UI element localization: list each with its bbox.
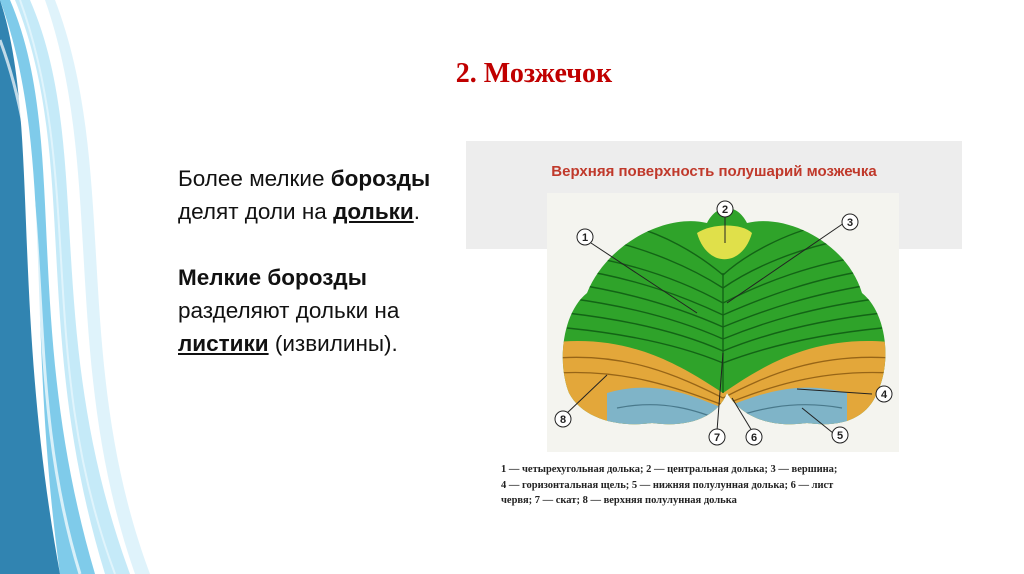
term-lobules: дольки <box>333 199 414 224</box>
marker-6: 6 <box>750 432 758 444</box>
marker-4: 4 <box>880 389 888 401</box>
marker-5: 5 <box>836 430 844 442</box>
marker-1: 1 <box>581 232 589 244</box>
term-folia: листики <box>178 331 269 356</box>
figure-caption <box>501 462 961 509</box>
cerebellum-illustration <box>547 193 899 452</box>
slide-body <box>178 162 438 360</box>
paragraph-folia: Мелкие борозды разделяют дольки на листики (извилины). <box>178 265 400 356</box>
caption-line: 1 — четырехугольная долька; 2 — центральная долька; 3 — вершина; <box>501 464 838 475</box>
figure-heading: Верхняя поверхность полушарий мозжечка <box>551 163 877 180</box>
paragraph-lobules: Более мелкие борозды делят доли на дольки. <box>178 166 431 224</box>
marker-2: 2 <box>721 204 729 216</box>
term-small-sulci: Мелкие борозды <box>178 265 367 290</box>
caption-line: 4 — горизонтальная щель; 5 — нижняя полулунная долька; 6 — лист <box>501 479 834 491</box>
marker-3: 3 <box>846 217 854 229</box>
caption-line: червя; 7 — скат; 8 — верхняя полулунная долька <box>501 495 737 506</box>
marker-8: 8 <box>559 414 567 426</box>
slide-title: 2. Мозжечок <box>455 58 613 89</box>
term-sulci: борозды <box>330 166 431 191</box>
marker-7: 7 <box>713 432 721 444</box>
